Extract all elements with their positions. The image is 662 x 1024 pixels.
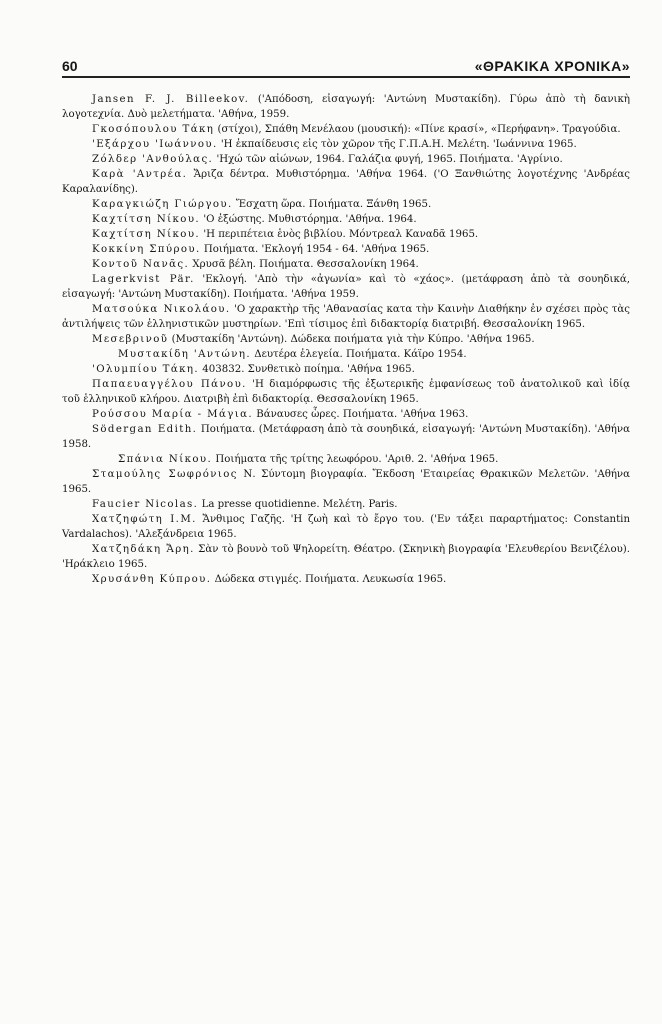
bibliography-entry: [62, 512, 630, 542]
entry-author: Σταμούλης Σωφρόνιος: [92, 469, 238, 480]
entry-author: Καχτίτση Νίκου.: [92, 214, 201, 225]
page-number: 60: [62, 58, 78, 74]
bibliography-entry: [62, 167, 630, 197]
entry-author: Κοκκίνη Σπύρου.: [92, 244, 201, 255]
entry-author: Ζόλδερ 'Ανθούλας.: [92, 154, 214, 165]
entry-author: Μεσεβρινοῦ: [92, 334, 169, 345]
running-header: [62, 58, 630, 78]
bibliography-entry: [62, 332, 630, 347]
journal-title: «ΘΡΑΚΙΚΑ ΧΡΟΝΙΚΑ»: [474, 58, 630, 74]
bibliography-entry: [62, 272, 630, 302]
bibliography-entry: [62, 302, 630, 332]
bibliography-entry: [62, 152, 630, 167]
entry-author: Södergan Edith.: [92, 424, 198, 435]
bibliography-entry: [62, 197, 630, 212]
entry-text: ('Απόδοση, εἰσαγωγή: 'Αντώνη Μυστακίδη). Γύρω ἀπὸ τὴ δανικὴ λογοτεχνία. Δυὸ μελετήματα. 'Αθήνα, 1959.: [62, 94, 631, 120]
entry-text: 'Εκλογή. 'Απὸ τὴν «ἀγωνία» καὶ τὸ «χάος». (μετάφραση ἀπὸ τὰ σουηδικά, εἰσαγωγή: 'Αντώνη Μυστακίδη). Ποιήματα. 'Αθήνα 1959.: [62, 274, 631, 300]
entry-text: (Μυστακίδη 'Αντώνη). Δώδεκα ποιήματα γιὰ τὴν Κύπρο. 'Αθήνα 1965.: [168, 334, 535, 345]
entry-author: Χατζηφώτη Ι.Μ.: [92, 514, 197, 525]
entry-author: Κοντοῦ Νανᾶς.: [92, 259, 190, 270]
bibliography-entry: [62, 407, 630, 422]
entry-text: Ἔσχατη ὥρα. Ποιήματα. Ξάνθη 1965.: [232, 199, 432, 210]
entry-author: Καρὰ 'Αντρέα.: [92, 169, 188, 180]
entry-text: 'Η περιπέτεια ἑνὸς βιβλίου. Μόντρεαλ Καναδᾶ 1965.: [200, 229, 479, 240]
entry-text: (στίχοι), Σπάθη Μενέλαου (μουσική): «Πίνε κρασί», «Περήφανη». Τραγούδια.: [214, 124, 621, 135]
entry-text: La presse quotidienne. Μελέτη. Paris.: [198, 499, 398, 510]
entry-text: Βάναυσες ὧρες. Ποιήματα. 'Αθήνα 1963.: [253, 409, 469, 420]
bibliography-entry: [62, 422, 630, 452]
bibliography-entry: [62, 377, 630, 407]
entry-author: 'Εξάρχου 'Ιωάννου.: [92, 139, 218, 150]
entry-author: Καχτίτση Νίκου.: [92, 229, 201, 240]
bibliography-entry: [62, 137, 630, 152]
entry-author: Σπάνια Νίκου.: [118, 454, 213, 465]
bibliography-entry: [62, 227, 630, 242]
entry-text: 403832. Συνθετικὸ ποίημα. 'Αθήνα 1965.: [199, 364, 415, 375]
entry-text: Ποιήματα τῆς τρίτης λεωφόρου. 'Αριθ. 2. 'Αθήνα 1965.: [212, 454, 499, 465]
entry-text: Ἄνθιμος Γαζῆς. 'Η ζωὴ καὶ τὸ ἔργο του. ('Εν τάξει παραρτήματος: Constantin Vardalachos). 'Αλεξάνδρεια 1965.: [62, 514, 631, 540]
bibliography-list: [62, 92, 630, 587]
entry-text: 'Ο χαρακτὴρ τῆς 'Αθανασίας κατα τὴν Καινὴν Διαθήκην ἐν σχέσει πρὸς τὰς ἀντιλήψεις τῶν ἑλληνιστικῶν μυστηρίων. 'Επὶ τίσιμος ἐπὶ διδακτορίᾳ διατριβή. Θεσσαλονίκη 1965.: [62, 304, 630, 330]
entry-author: Lagerkvist Pär.: [92, 274, 195, 285]
bibliography-entry: [62, 122, 630, 137]
page: [62, 58, 630, 587]
entry-author: 'Ολυμπίου Τάκη.: [92, 364, 200, 375]
entry-author: Καραγκιώζη Γιώργου.: [92, 199, 233, 210]
entry-author: Γκοσόπουλου Τάκη: [92, 124, 215, 135]
bibliography-entry: [62, 542, 630, 572]
entry-text: 'Η διαμόρφωσις τῆς ἐξωτερικῆς ἐμφανίσεως τοῦ ἀνατολικοῦ καὶ ἰδίᾳ τοῦ ἑλληνικοῦ κλήρου. Διατριβὴ ἐπὶ διδακτορίᾳ. Θεσσαλονίκη 1965.: [62, 379, 631, 405]
entry-text: Ν. Σύντομη βιογραφία. Ἔκδοση 'Εταιρείας Θρακικῶν Μελετῶν. 'Αθήνα 1965.: [62, 469, 631, 495]
bibliography-entry: [62, 92, 630, 122]
entry-text: Ποιήματα. (Μετάφραση ἀπὸ τὰ σουηδικά, εἰσαγωγή: 'Αντώνη Μυστακίδη). 'Αθήνα 1958.: [62, 424, 630, 450]
bibliography-entry: [62, 362, 630, 377]
entry-text: Δευτέρα ἐλεγεία. Ποιήματα. Κάϊρο 1954.: [250, 349, 467, 360]
entry-text: 'Ο ἐξώστης. Μυθιστόρημα. 'Αθήνα. 1964.: [200, 214, 417, 225]
entry-author: Jansen F. J. Billeekov.: [92, 94, 250, 105]
bibliography-entry: [62, 452, 630, 467]
entry-text: Σὰν τὸ βουνὸ τοῦ Ψηλορείτη. Θέατρο. (Σκηνικὴ βιογραφία 'Ελευθερίου Βενιζέλου). 'Ηράκλειο 1965.: [62, 544, 630, 570]
entry-author: Μυστακίδη 'Αντώνη.: [118, 349, 251, 360]
entry-text: Δώδεκα στιγμές. Ποιήματα. Λευκωσία 1965.: [211, 574, 447, 585]
entry-author: Χατζηδάκη Ἄρη.: [92, 544, 195, 555]
bibliography-entry: [62, 572, 630, 587]
entry-text: 'Ηχώ τῶν αἰώνων, 1964. Γαλάζια φυγή, 1965. Ποιήματα. 'Αγρίνιο.: [213, 154, 563, 165]
bibliography-entry: [62, 497, 630, 512]
entry-author: Χρυσάνθη Κύπρου.: [92, 574, 212, 585]
entry-text: Χρυσᾶ βέλη. Ποιήματα. Θεσσαλονίκη 1964.: [189, 259, 419, 270]
bibliography-entry: [62, 347, 630, 362]
entry-author: Ρούσσου Μαρία - Μάγια.: [92, 409, 254, 420]
entry-author: Faucier Nicolas.: [92, 499, 199, 510]
bibliography-entry: [62, 257, 630, 272]
entry-text: Ποιήματα. 'Εκλογή 1954 - 64. 'Αθήνα 1965.: [200, 244, 430, 255]
bibliography-entry: [62, 212, 630, 227]
entry-text: 'Η ἐκπαίδευσις εἰς τὸν χῶρον τῆς Γ.Π.Α.Η. Μελέτη. 'Ιωάννινα 1965.: [217, 139, 577, 150]
bibliography-entry: [62, 467, 630, 497]
entry-author: Ματσούκα Νικολάου.: [92, 304, 231, 315]
entry-text: Ἄριζα δέντρα. Μυθιστόρημα. 'Αθήνα 1964. ('Ο Ξανθιώτης λογοτέχνης 'Ανδρέας Καραλανίδης).: [62, 169, 631, 195]
bibliography-entry: [62, 242, 630, 257]
entry-author: Παπαευαγγέλου Πάνου.: [92, 379, 247, 390]
